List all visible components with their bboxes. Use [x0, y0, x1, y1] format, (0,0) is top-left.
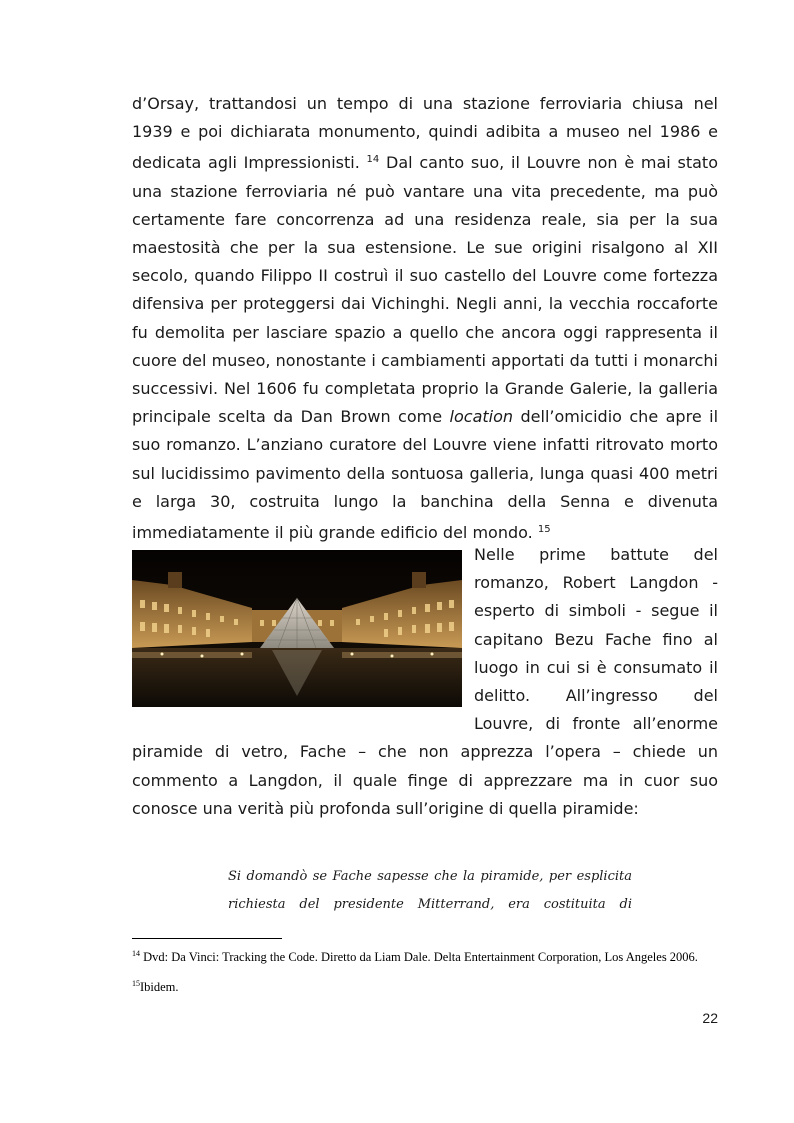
footnote-separator — [132, 938, 282, 939]
footnote-15 — [132, 976, 718, 995]
paragraph-2-text: Nelle prime battute del romanzo, Robert Langdon - esperto di simboli - segue il capitano Bezu Fache fino al luogo in cui si è consumato il delitto. All’ingresso del Louvre, di fronte all’enorme piramide di vetro, Fache – che non apprezza l’opera – chiede un commento a Langdon, il quale finge di apprezzare ma in cuor suo conosce una verità più profonda sull’origine di quella piramide: — [132, 545, 718, 818]
footnote-14 — [132, 946, 718, 965]
footnote-text: Ibidem. — [140, 980, 179, 994]
paragraph-text-c: dell’omicidio che apre il suo romanzo. L’anziano curatore del Louvre viene infatti ritrovato morto sul lucidissimo pavimento della sontuosa galleria, lunga quasi 400 metri e larga 30, costruita lungo la banchina della Senna e divenuta immediatamente il più grande edificio del mondo. — [132, 407, 719, 543]
body-paragraph-1 — [132, 90, 718, 547]
block-quote: Si domandò se Fache sapesse che la piramide, per esplicita richiesta del presidente Mitterrand, era costituita di — [228, 869, 632, 912]
louvre-pyramid-photo — [132, 550, 462, 707]
footnote-number: 15 — [132, 979, 140, 988]
paragraph-text-a: d’Orsay, trattandosi un tempo di una stazione ferroviaria chiusa nel 1939 e poi dichiarata monumento, quindi adibita a museo nel 1986 e dedicata agli Impressionisti. — [132, 94, 718, 173]
italic-word-location: location — [449, 407, 514, 427]
footnote-ref-14[interactable]: 14 — [366, 154, 380, 166]
page-number: 22 — [702, 1010, 718, 1026]
footnote-number: 14 — [132, 949, 140, 958]
footnote-text: Dvd: Da Vinci: Tracking the Code. Diretto da Liam Dale. Delta Entertainment Corporation, Los Angeles 2006. — [143, 950, 698, 964]
body-paragraph-2 — [132, 541, 718, 823]
paragraph-text-b: Dal canto suo, il Louvre non è mai stato una stazione ferroviaria né può vantare una vita precedente, ma può certamente fare concorrenza ad una residenza reale, sia per la sua maestosità che per la sua estensione. Le sue origini risalgono al XII secolo, quando Filippo II costruì il suo castello del Louvre come fortezza difensiva per proteggersi dai Vichinghi. Negli anni, la vecchia roccaforte fu demolita per lasciare spazio a quello che ancora oggi rappresenta il cuore del museo, nonostante i cambiamenti apportati da tutti i monarchi successivi. Nel 1606 fu completata proprio la Grande Galerie, la galleria principale scelta da Dan Brown come — [132, 153, 718, 427]
footnote-ref-15[interactable]: 15 — [537, 524, 551, 536]
